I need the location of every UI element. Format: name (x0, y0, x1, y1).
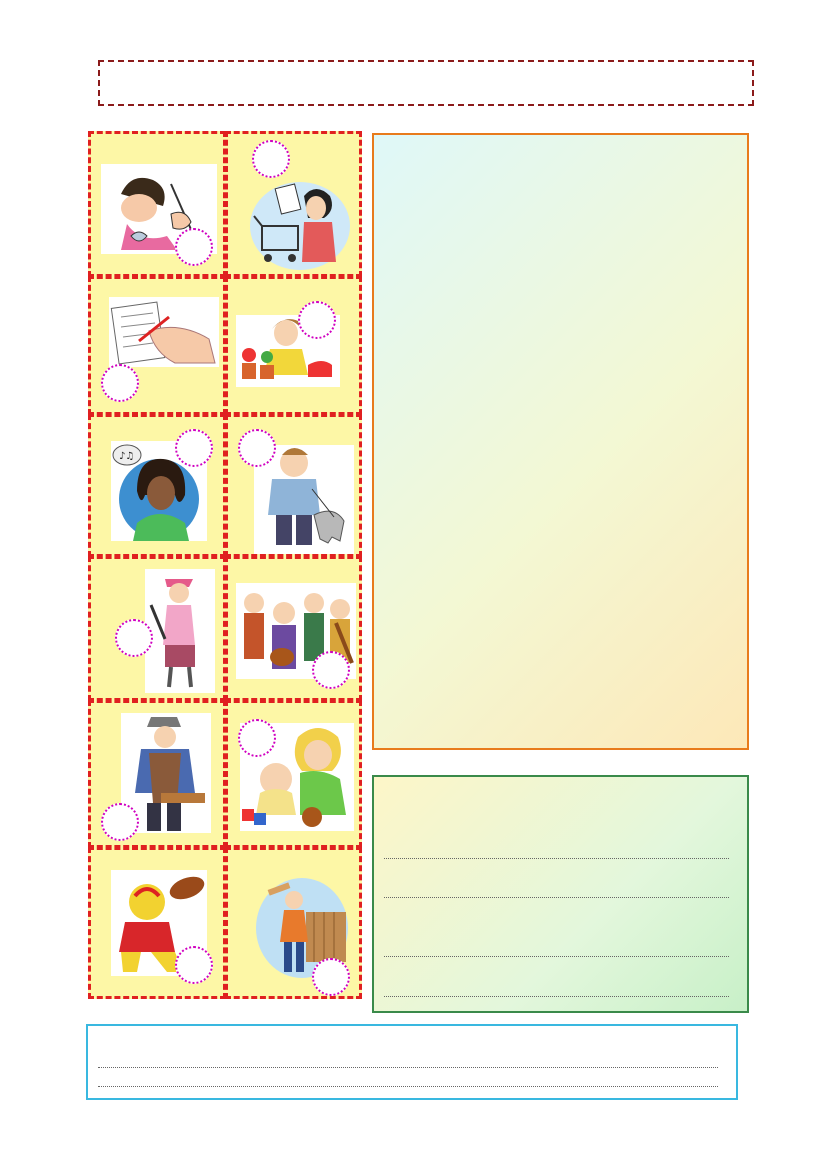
picture-cell-golf (88, 556, 226, 701)
answer-circle[interactable] (312, 958, 350, 996)
picture-cell-music (88, 414, 226, 557)
answer-circle[interactable] (312, 651, 350, 689)
title-frame (98, 60, 754, 106)
answer-circle[interactable] (101, 364, 139, 402)
picture-grid (88, 131, 362, 999)
picture-cell-dog-walk (225, 414, 362, 557)
answer-circle[interactable] (238, 719, 276, 757)
answer-circle[interactable] (238, 429, 276, 467)
answer-line[interactable] (384, 995, 729, 997)
answer-circle[interactable] (175, 429, 213, 467)
picture-cell-pizza (225, 847, 362, 999)
answer-line[interactable] (98, 1085, 718, 1087)
svg-text:♪♫: ♪♫ (119, 451, 135, 462)
answer-circle[interactable] (175, 946, 213, 984)
picture-cell-shopping (225, 131, 362, 277)
picture-cell-workshop (88, 700, 226, 848)
answer-line[interactable] (384, 896, 729, 898)
answer-circle[interactable] (115, 619, 153, 657)
picture-cell-rugby (88, 847, 226, 999)
shopping-picture (248, 176, 352, 272)
picture-cell-embroidery (88, 131, 226, 277)
bottom-question-box (86, 1024, 738, 1100)
answer-line[interactable] (384, 955, 729, 957)
golf-picture (145, 569, 215, 693)
answer-circle[interactable] (175, 228, 213, 266)
writing-picture (109, 297, 219, 367)
picture-cell-band (225, 556, 362, 701)
answer-circle[interactable] (298, 301, 336, 339)
answer-circle[interactable] (252, 140, 290, 178)
answer-line[interactable] (384, 857, 729, 859)
answer-line[interactable] (98, 1066, 718, 1068)
answer-circle[interactable] (101, 803, 139, 841)
exercise-box (372, 133, 749, 750)
picture-cell-baby (225, 700, 362, 848)
picture-cell-gardening (225, 276, 362, 415)
picture-cell-writing (88, 276, 226, 415)
questions-box (372, 775, 749, 1013)
